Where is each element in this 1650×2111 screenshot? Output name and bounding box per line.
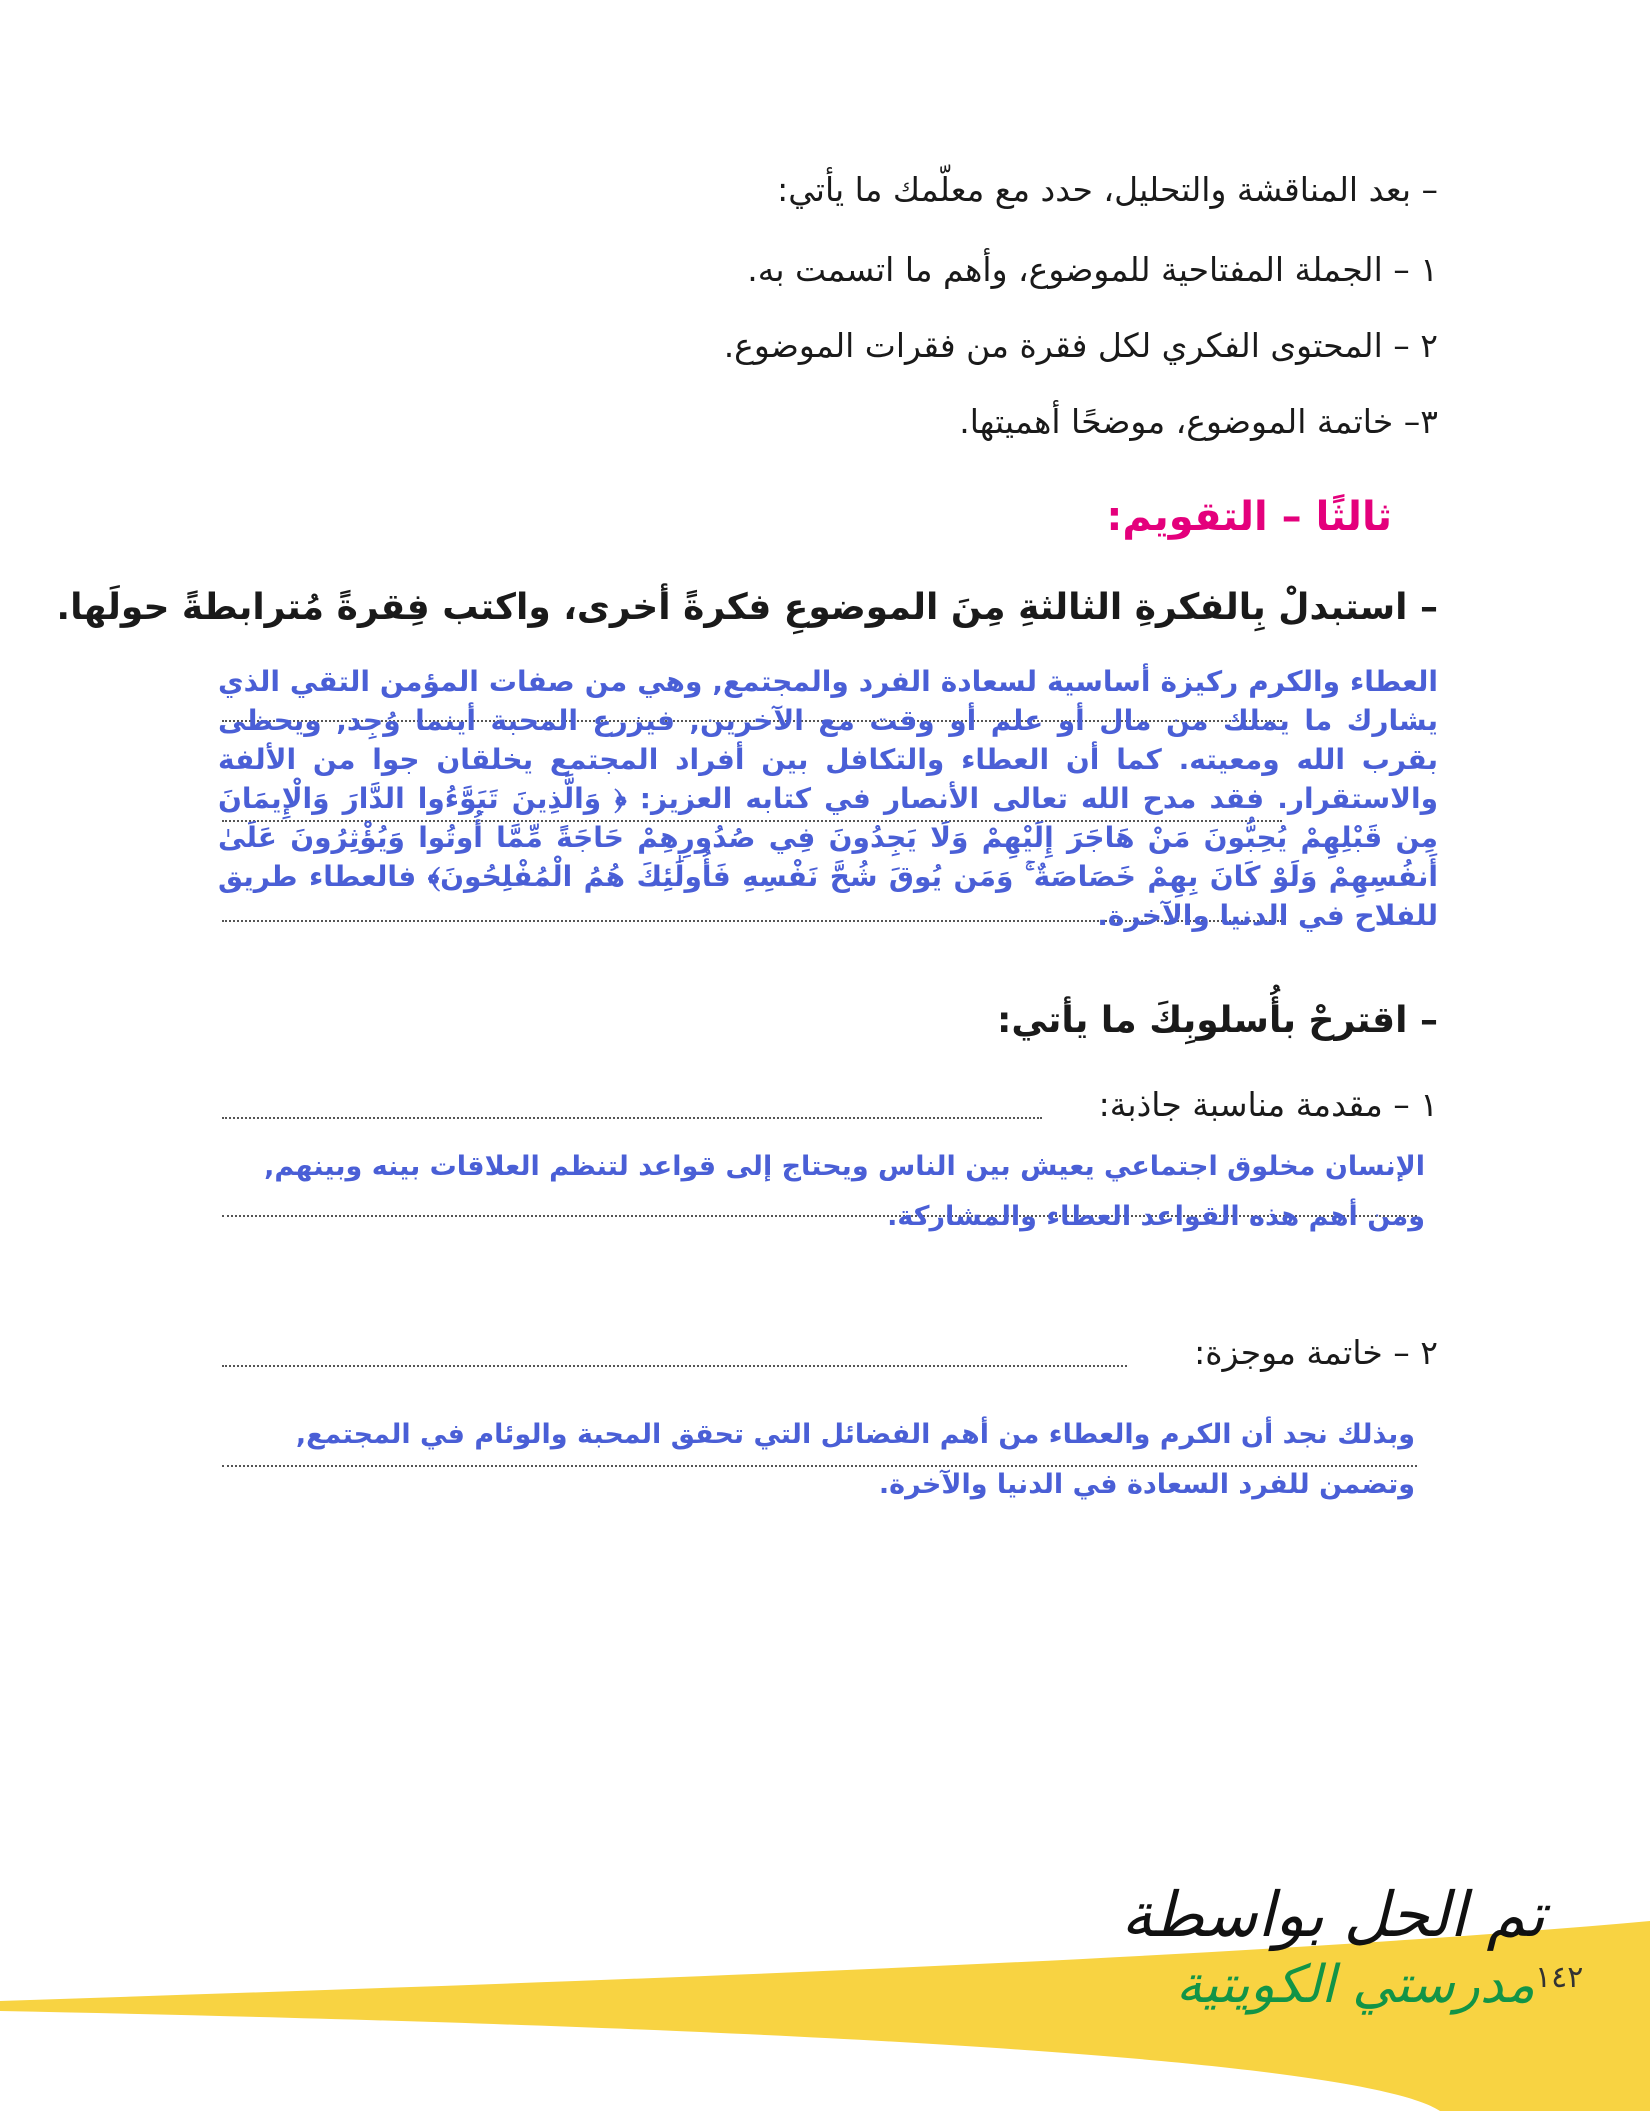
task-2-instruction: – اقترحْ بأُسلوبِكَ ما يأتي: — [997, 1000, 1438, 1041]
solved-by-text: تم الحل بواسطة — [1121, 1878, 1545, 1951]
item-2: ٢ – المحتوى الفكري لكل فقرة من فقرات الموضوع. — [723, 326, 1438, 365]
conclusion-answer-line-2: وتضمن للفرد السعادة في الدنيا والآخرة. — [878, 1469, 1415, 1500]
item-1: ١ – الجملة المفتاحية للموضوع، وأهم ما اتسمت به. — [747, 250, 1438, 289]
site-logo-text: مدرستي الكويتية — [1176, 1955, 1535, 2015]
task-1-instruction: – استبدلْ بِالفكرةِ الثالثةِ مِنَ الموضوعِ فكرةً أخرى، واكتب فِقرةً مُترابطةً حولَها. — [56, 587, 1438, 628]
answer-paragraph: العطاء والكرم ركيزة أساسية لسعادة الفرد والمجتمع, وهي من صفات المؤمن التقي الذي يشارك ما يملك من مال أو علم أو وقت مع الآخرين, فيزرع المحبة أينما وُجِد, ويحظى بقرب الله ومعيته. كما أن العطاء والتكافل بين أفراد المجتمع يخلقان جوا من الألفة والاستقرار. فقد مدح الله تعالى الأنصار في كتابه العزيز: ﴿ وَالَّذِينَ تَبَوَّءُوا الدَّارَ وَالْإِيمَانَ مِن قَبْلِهِمْ يُحِبُّونَ مَنْ هَاجَرَ إِلَيْهِمْ وَلَا يَجِدُونَ فِي صُدُورِهِمْ حَاجَةً مِّمَّا أُوتُوا وَيُؤْثِرُونَ عَلَىٰ أَنفُسِهِمْ وَلَوْ كَانَ بِهِمْ خَصَاصَةٌ ۚ وَمَن يُوقَ شُحَّ نَفْسِهِ فَأُولَٰئِكَ هُمُ الْمُفْلِحُونَ﴾ فالعطاء طريق للفلاح في الدنيا والآخرة. — [218, 665, 1438, 932]
section-heading: ثالثًا – التقويم: — [1106, 494, 1392, 540]
item-3: ٣– خاتمة الموضوع، موضحًا أهميتها. — [959, 402, 1438, 441]
intro-line: – بعد المناقشة والتحليل، حدد مع معلّمك ما يأتي: — [777, 170, 1438, 209]
sub-item-2-label: ٢ – خاتمة موجزة: — [1194, 1333, 1438, 1372]
conclusion-answer-line-1: وبذلك نجد أن الكرم والعطاء من أهم الفضائل التي تحقق المحبة والوئام في المجتمع, — [295, 1419, 1415, 1450]
intro-answer-line-2: ومن أهم هذه القواعد العطاء والمشاركة. — [887, 1201, 1425, 1232]
writing-line — [222, 1117, 1042, 1119]
writing-line — [222, 1365, 1127, 1367]
sub-item-1-label: ١ – مقدمة مناسبة جاذبة: — [1098, 1085, 1438, 1124]
intro-answer-line-1: الإنسان مخلوق اجتماعي يعيش بين الناس ويحتاج إلى قواعد لتنظم العلاقات بينه وبينهم, — [264, 1151, 1425, 1182]
page-number: ١٤٢ — [1535, 1960, 1584, 1995]
